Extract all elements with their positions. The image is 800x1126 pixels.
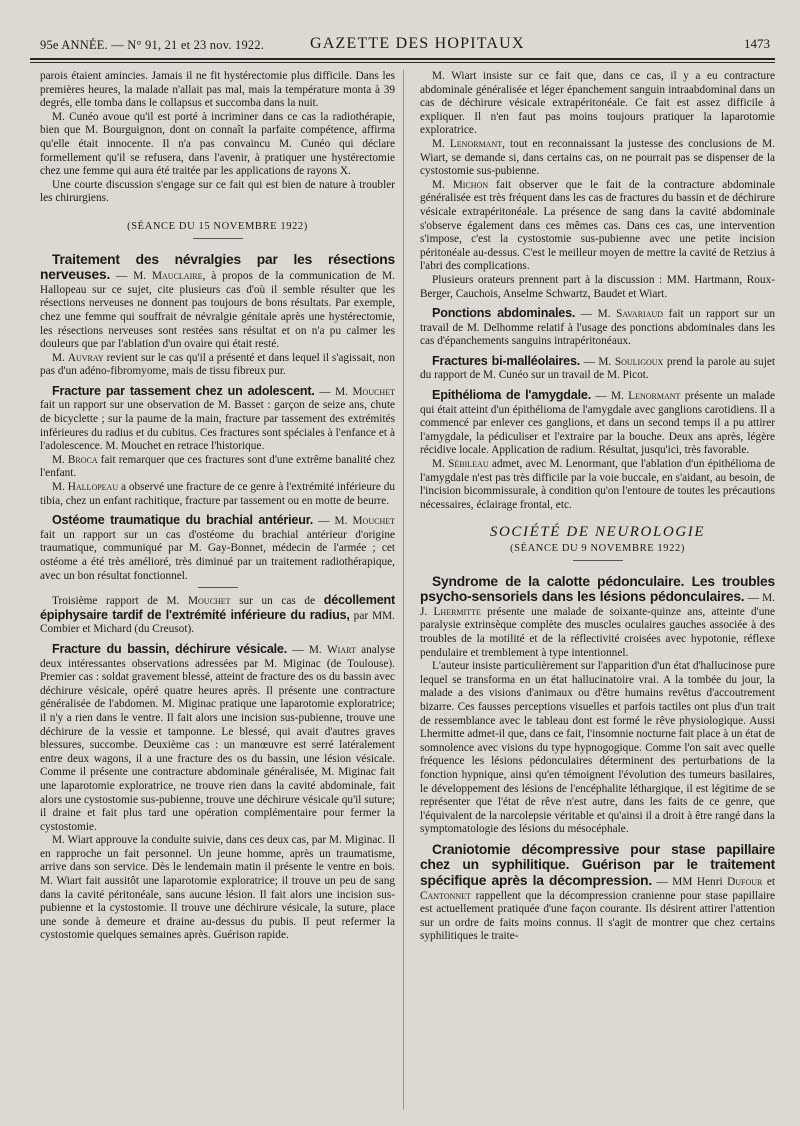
author-name: Lenormant bbox=[628, 390, 681, 403]
paragraph: M. Cunéo avoue qu'il est porté à incriminer dans ce cas la radiothérapie, bien que M. Bourguignon, dont on connaît la parfaite compétence, affirma qu'elle était innocente. Il n'a pas convaincu M. Cunéo qui déclare formellement qu'il se refusera, dans l'avenir, à pratiquer une hystérectomie chez une femme qui aura été traitée par les applications de rayons X. bbox=[40, 110, 395, 178]
issue-info: 95e ANNÉE. — N° 91, 21 et 23 nov. 1922. bbox=[40, 38, 265, 52]
paragraph: M. Wiart approuve la conduite suivie, dans ces deux cas, par M. Miginac. Il en rapproche un fait personnel. Un jeune homme, après un traumatisme, arrive dans son service. Dès le lendemain matin il présente le ventre en bois. M. Wiart fait aussitôt une laparotomie exploratrice; il trouve un peu de sang dans la cavité péritonéale, sans aucune lésion. Il fait alors une incision sus-pubienne et la cystostomie. Il trouve une déchirure vésicale, la suture, place une sonde à demeure et draine au-dessus du pubis. Il peut refermer la cystostomie quelques semaines après. Guérison rapide. bbox=[40, 834, 395, 942]
section-osteome: Ostéome traumatique du brachial antérieur. — M. Mouchet fait un rapport sur un cas d'ostéome du brachial antérieur d'origine traumatique, communiqué par M. Gay-Bonnet, médecin de l'armée ; cet ostéome a été très amélioré, très diminué par un traitement radiothérapique, avec un bon résultat fonctionnel. bbox=[40, 513, 396, 582]
section-calotte: Syndrome de la calotte pédonculaire. Les troubles psycho-sensoriels dans les lésions pédonculaires. — M. J. Lhermitte présente une malade de soixante-quinze ans, atteinte d'une paralysie extrinsèque complète des muscles oculaires gauches associée à des troubles de la motilité et de la réflectivité croisées avec hypotonie, réflexe pendulaire et tremblement à type intentionnel. bbox=[420, 573, 776, 659]
author-name: Wiart bbox=[327, 643, 356, 656]
paragraph: M. Lenormant, tout en reconnaissant la justesse des conclusions de M. Wiart, se demande si, dans certains cas, on ne pourrait pas se dispenser de la cystostomie sus-pubienne. bbox=[420, 137, 775, 178]
session-heading: (SÉANCE DU 9 NOVEMBRE 1922) bbox=[510, 543, 685, 554]
author-name: Savariaud bbox=[616, 308, 664, 321]
paragraph: M. Broca fait remarquer que ces fractures sont d'une extrême banalité chez l'enfant. bbox=[40, 453, 395, 480]
separator-rule bbox=[573, 560, 623, 561]
left-column bbox=[40, 70, 395, 943]
page-number: 1473 bbox=[744, 36, 770, 51]
author-name: Mouchet bbox=[187, 595, 231, 608]
right-column bbox=[420, 70, 775, 944]
paragraph: M. Michon fait observer que le fait de la contracture abdominale généralisée est très fréquent dans les cas de fractures du bassin et de déchirure vésicale extrapéritonéale. La présence de sang dans la cavité abdominale s'observe également dans ces mêmes cas. Dans ces cas, une intervention s'impose, c'est la cystostomie sus-pubienne avec une petite incision péritonéale au-dessus. C'est le meilleur moyen de mettre la cavité de Retzius à l'abri des complications. bbox=[420, 178, 775, 273]
section-bimalleolaires: Fractures bi-malléolaires. — M. Souligoux prend la parole au sujet du rapport de M. Cunéo sur un travail de M. Picot. bbox=[420, 353, 775, 382]
paragraph: M. Sébileau admet, avec M. Lenormant, que l'ablation d'un épithélioma de l'amygdale n'est pas très difficile par la voie buccale, en s'aidant, au besoin, de l'incision bicommissurale, à condition qu'on l'entoure de toutes les précautions nécessaires, éclairage frontal, etc. bbox=[420, 458, 775, 511]
separator-rule bbox=[198, 587, 238, 588]
paragraph: M. Auvray revient sur le cas qu'il a présenté et dans lequel il s'agissait, non pas d'un adéno-fibromyome, mais de tissu fibreux pur. bbox=[40, 351, 395, 378]
section-heading: Traitement des névralgies par les résections nerveuses. bbox=[40, 251, 395, 283]
author-name: Lenormant bbox=[449, 137, 503, 150]
section-heading: Ponctions abdominales. bbox=[432, 306, 576, 321]
section-heading: décollement épiphysaire tardif de l'extrémité inférieure du radius, bbox=[40, 593, 395, 622]
author-name: Michon bbox=[452, 178, 489, 191]
paragraph: parois étaient amincies. Jamais il ne fit hystérectomie plus difficile. Dans les premières heures, la malade n'allait pas mal, mais la température monta à 39 degrés, elle tomba dans le collapsus et succomba dans la nuit. bbox=[40, 70, 395, 110]
section-heading: Fracture du bassin, déchirure vésicale. bbox=[52, 641, 288, 656]
section-epithelioma: Epithélioma de l'amygdale. — M. Lenormant présente un malade qui était atteint d'un épithélioma de l'amygdale avec ganglions carotidiens. Il a commencé par enlever ces ganglions, et dans un second temps il a pu attirer l'amygdale, la pédiculiser et l'extraire par la bouche. Deux ans après, légère récidive locale. Application de radium. Résultat, jusqu'ici, très favorable. bbox=[420, 388, 775, 457]
author-name: Sébileau bbox=[448, 458, 489, 471]
separator-rule bbox=[193, 238, 243, 239]
section-fracture-bassin: Fracture du bassin, déchirure vésicale. — M. Wiart analyse deux intéressantes observations adressées par M. Miginac (de Toulouse). Premier cas : soldat gravement blessé, atteint de fracture des os du bassin avec déchirure vésicale, opéré quatre heures après. Il présente une contracture généralisée de l'abdomen. M. Miginac pratique une laparotomie exploratrice; il n'y a rien dans le ventre. Il fait alors une incision sus-pubienne, trouve une déchirure de la vessie et tamponne. Le blessé, qui avait d'autres graves blessures, succombe. Deuxième cas : un manœuvre est serré latéralement entre deux wagons, il a une fracture des os du bassin, une lésion vésicale. Comme il présente une contracture abdominale généralisée, M. Miginac fait une laparotomie exploratrice, ne trouve rien dans la cavité abdominale, fait alors une cystostomie sus-pubienne, trouve une déchirure vésicale qu'il suture; il draine et fait plus tard une opération complémentaire pour fermer la cystostomie. bbox=[40, 641, 395, 833]
section-heading: Ostéome traumatique du brachial antérieur. bbox=[52, 513, 314, 528]
paragraph: L'auteur insiste particulièrement sur l'apparition d'un état d'hallucinose pure lequel se transforma en un état hallucinatoire vrai. A la tombée du jour, la malade a des visions d'animaux ou d'être humains revêtus d'accoutrement bizarre. Ces fausses perceptions visuelles et parfois tactiles ont plus d'un trait de ressemblance avec le tableau dont est formé le rêve physiologique. Aussi Lhermitte admet-il que, dans ce fait, l'insomnie nocturne fait place à un état de somnolence avec visions du type hypnogogique. Comme l'on sait avec quelle fréquence les lésions pédonculaires déterminent des perturbations de la fonction hypnique, ainsi qu'en témoignent l'évolution des tumeurs basilaires, le développement des lésions de l'encéphalite léthargique, il est légitime de se représenter que l'état de rêve n'est autre, dans les faits de ce genre, que l'équivalent de la narcolepsie véritable et qu'ainsi il a droit à être rangé dans la symptomatologie des lésions du mésocéphale. bbox=[420, 660, 775, 836]
author-name: Hallopeau bbox=[67, 481, 119, 494]
header-rule-thin bbox=[30, 62, 775, 63]
journal-title: GAZETTE DES HOPITAUX bbox=[310, 35, 525, 52]
section-heading: Craniotomie décompressive pour stase papillaire chez un syphilitique. Guérison par le traitement spécifique après la décompression. bbox=[420, 841, 775, 889]
author-name: Dufour bbox=[727, 876, 763, 889]
paragraph: M. Wiart insiste sur ce fait que, dans ce cas, il y a eu contracture abdominale généralisée et léger épanchement sanguin intraabdominal dans un cas de déchirure vésicale extrapéritonéale. Ce fait est assez difficile à expliquer. Il n'en faut pas moins toujours pratiquer la laparotomie exploratrice. bbox=[420, 70, 775, 137]
author-name: Cantonnet bbox=[420, 889, 471, 902]
author-name: Mauclaire bbox=[151, 270, 203, 283]
section-ponctions: Ponctions abdominales. — M. Savariaud fait un rapport sur un travail de M. Delhomme relatif à l'usage des ponctions abdominales dans les cas d'épanchements sanguins intrapéritonéaux. bbox=[420, 306, 776, 348]
header-rule bbox=[30, 58, 775, 60]
session-heading: (SÉANCE DU 15 NOVEMBRE 1922) bbox=[127, 220, 308, 232]
column-divider bbox=[403, 70, 404, 1110]
author-name: Auvray bbox=[67, 351, 104, 364]
section-heading: Fracture par tassement chez un adolescent. bbox=[52, 383, 315, 398]
author-name: Souligoux bbox=[614, 355, 664, 368]
author-name: Broca bbox=[67, 453, 98, 466]
author-name: Lhermitte bbox=[433, 605, 481, 618]
section-neuralgia: Traitement des névralgies par les résections nerveuses. — M. Mauclaire, à propos de la communication de M. Hallopeau sur ce sujet, cite plusieurs cas d'où il semble résulter que les résections nerveuses ne donnent pas toujours de bons résultats. Par exemple, chez une femme qui souffrait de névralgie génitale après une hystérectomie, les résections nerveuses sont restées sans résultat et on n'a pu calmer les douleurs que par l'ablation d'un ovaire qui était resté. bbox=[40, 251, 396, 351]
section-heading: Syndrome de la calotte pédonculaire. Les troubles psycho-sensoriels dans les lésions pédonculaires. bbox=[420, 573, 775, 605]
paragraph: Une courte discussion s'engage sur ce fait qui est bien de nature à troubler les chirurgiens. bbox=[40, 178, 395, 205]
author-name: Mouchet bbox=[352, 385, 395, 398]
section-craniotomie: Craniotomie décompressive pour stase papillaire chez un syphilitique. Guérison par le traitement spécifique après la décompression. — MM Henri Dufour et Cantonnet rappellent que la décompression cranienne pour stase papillaire est actuellement pratiquée d'une façon courante. Ils désirent attirer l'attention sur un ordre de faits moins connus. Il s'agit de montrer que chez certains syphilitiques le traite- bbox=[420, 841, 775, 943]
section-heading: Fractures bi-malléolaires. bbox=[432, 353, 581, 368]
paragraph: Plusieurs orateurs prennent part à la discussion : MM. Hartmann, Roux-Berger, Cauchois, Anselme Schwartz, Baudet et Wiart. bbox=[420, 273, 775, 300]
section-heading: Epithélioma de l'amygdale. bbox=[432, 388, 591, 403]
running-header bbox=[40, 30, 770, 56]
section-decollement: Troisième rapport de M. Mouchet sur un cas de décollement épiphysaire tardif de l'extrémité inférieure du radius, par MM. Combier et Michard (du Creusot). bbox=[40, 593, 395, 636]
author-name: Mouchet bbox=[352, 515, 396, 528]
paragraph: M. Hallopeau a observé une fracture de ce genre à l'extrémité inférieure du tibia, chez un enfant rachitique, fracture par tassement ou en motte de beurre. bbox=[40, 481, 395, 507]
society-heading: SOCIÉTÉ DE NEUROLOGIE bbox=[489, 524, 706, 541]
section-fracture-tassement: Fracture par tassement chez un adolescent. — M. Mouchet fait un rapport sur une observation de M. Basset : garçon de seize ans, chute de bicyclette ; sur la paume de la main, fracture par tassement des extrémités inférieures du radius et du cubitus. Ces fractures sont spéciales à l'enfance et à l'adolescence. M. Mouchet en retrace l'historique. bbox=[40, 383, 395, 453]
